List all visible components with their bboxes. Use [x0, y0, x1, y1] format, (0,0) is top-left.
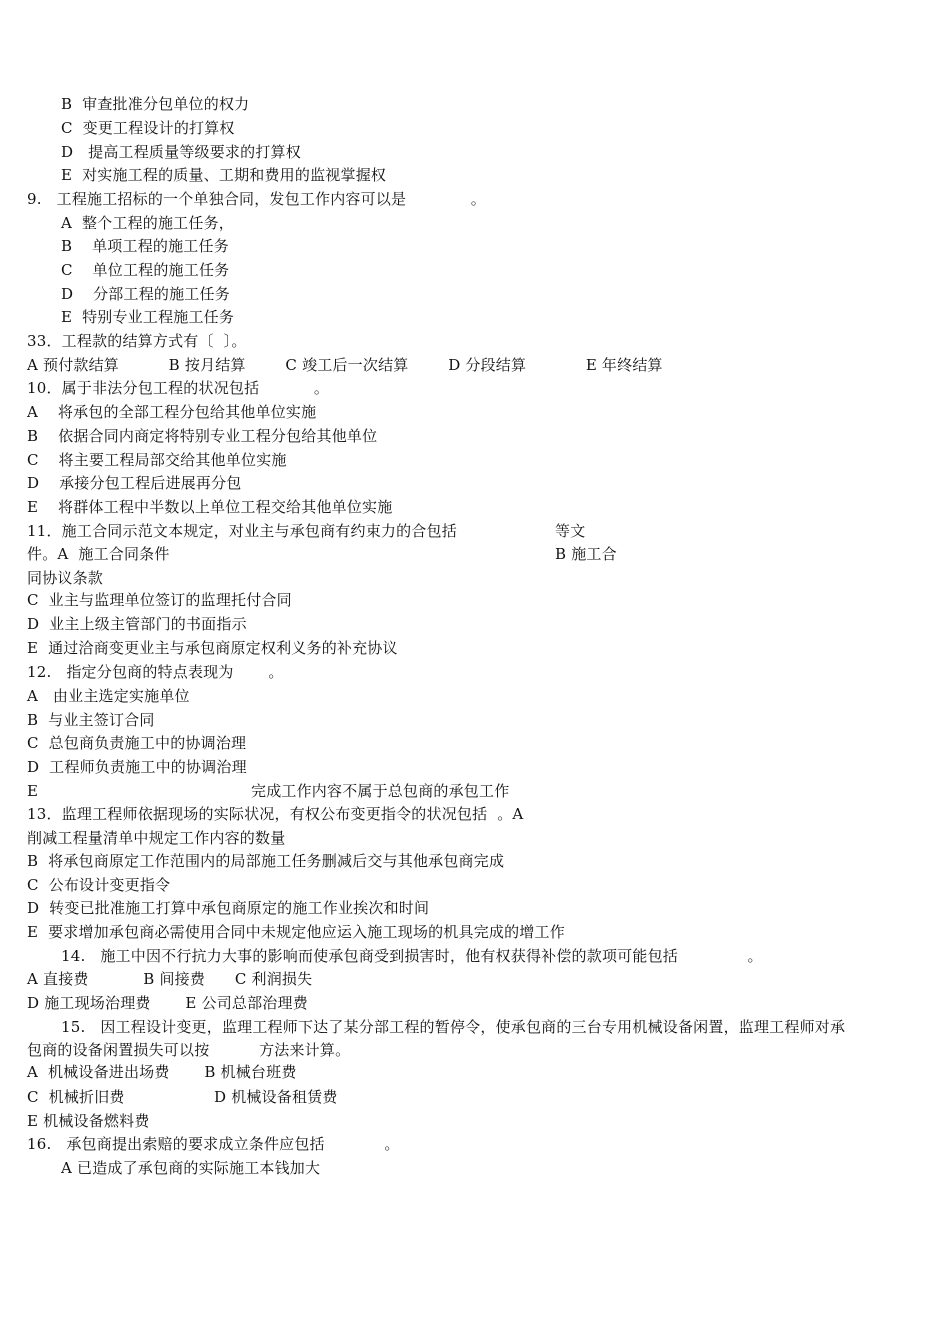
option-d-raise-quality: D 提高工程质量等级要求的打算权: [61, 143, 301, 161]
q9-option-d: D 分部工程的施工任务: [61, 285, 230, 303]
q9-option-a: A 整个工程的施工任务，: [61, 214, 234, 232]
question-9: 9. 工程施工招标的一个单独合同，发包工作内容可以是 。: [27, 190, 487, 208]
question-12: 12. 指定分包商的特点表现为 。: [27, 663, 284, 681]
q10-option-c: C 将主要工程局部交给其他单位实施: [27, 451, 287, 469]
q9-option-c: C 单位工程的施工任务: [61, 261, 230, 279]
q13-option-e: E 要求增加承包商必需使用合同中未规定他应运入施工现场的机具完成的增工作: [27, 923, 565, 941]
question-11: 11．施工合同示范文本规定，对业主与承包商有约束力的合包括: [27, 522, 457, 540]
question-14: 14. 施工中因不行抗力大事的影响而使承包商受到损害时，他有权获得补偿的款项可能包括 。: [61, 947, 763, 965]
question-10: 10．属于非法分包工程的状况包括 。: [27, 379, 330, 397]
question-15: 15. 因工程设计变更，监理工程师下达了某分部工程的暂停令，使承包商的三台专用机械设备闲置，监理工程师对承: [61, 1018, 846, 1036]
q12-option-c: C 总包商负责施工中的协调治理: [27, 734, 247, 752]
q12-option-e-text: 完成工作内容不属于总包商的承包工作: [251, 782, 510, 800]
question-13: 13．监理工程师依据现场的实际状况，有权公布变更指令的状况包括 。A: [27, 805, 524, 823]
q15-options-cd: C 机械折旧费 D 机械设备租赁费: [27, 1088, 338, 1106]
q33-options: A 预付款结算 B 按月结算 C 竣工后一次结算 D 分段结算 E 年终结算: [27, 356, 663, 374]
q15-option-e: E 机械设备燃料费: [27, 1112, 150, 1130]
option-c-change-design: C 变更工程设计的打算权: [61, 119, 235, 137]
option-b-review-subcontractor: B 审查批准分包单位的权力: [61, 95, 250, 113]
q13-option-b: B 将承包商原定工作范围内的局部施工任务删减后交与其他承包商完成: [27, 852, 505, 870]
q11-option-d: D 业主上级主管部门的书面指示: [27, 615, 247, 633]
q12-option-d: D 工程师负责施工中的协调治理: [27, 758, 247, 776]
q10-option-a: A 将承包的全部工程分包给其他单位实施: [27, 403, 317, 421]
question-16: 16. 承包商提出索赔的要求成立条件应包括 。: [27, 1135, 400, 1153]
q13-option-c: C 公布设计变更指令: [27, 876, 171, 894]
q16-option-a: A 已造成了承包商的实际施工本钱加大: [61, 1159, 321, 1177]
q13-option-a: 削减工程量清单中规定工作内容的数量: [27, 829, 286, 847]
question-11-tail: 等文: [555, 522, 586, 540]
q10-option-b: B 依据合同内商定将特别专业工程分包给其他单位: [27, 427, 378, 445]
q12-option-a: A 由业主选定实施单位: [27, 687, 190, 705]
q13-option-d: D 转变已批准施工打算中承包商原定的施工作业挨次和时间: [27, 899, 430, 917]
q10-option-d: D 承接分包工程后进展再分包: [27, 474, 242, 492]
question-33: 33．工程款的结算方式有〔 〕。: [27, 332, 247, 350]
q12-option-e-letter: E: [27, 782, 39, 800]
q14-options-de: D 施工现场治理费 E 公司总部治理费: [27, 994, 308, 1012]
q9-option-b: B 单项工程的施工任务: [61, 237, 229, 255]
q15-options-ab: A 机械设备进出场费 B 机械台班费: [27, 1063, 297, 1081]
q9-option-e: E 特别专业工程施工任务: [61, 308, 235, 326]
q11-option-c: C 业主与监理单位签订的监理托付合同: [27, 591, 292, 609]
q11-option-e: E 通过洽商变更业主与承包商原定权利义务的补充协议: [27, 639, 398, 657]
q11-option-b-continued: 同协议条款: [27, 569, 104, 587]
question-15-continued: 包商的设备闲置损失可以按 方法来计算。: [27, 1041, 351, 1059]
q11-option-b: B 施工合: [555, 545, 617, 563]
q10-option-e: E 将群体工程中半数以上单位工程交给其他单位实施: [27, 498, 393, 516]
q12-option-b: B 与业主签订合同: [27, 711, 155, 729]
q11-option-a: 件。A 施工合同条件: [27, 545, 170, 563]
q14-options-abc: A 直接费 B 间接费 C 利润损失: [27, 970, 313, 988]
option-e-supervision: E 对实施工程的质量、工期和费用的监视掌握权: [61, 166, 387, 184]
